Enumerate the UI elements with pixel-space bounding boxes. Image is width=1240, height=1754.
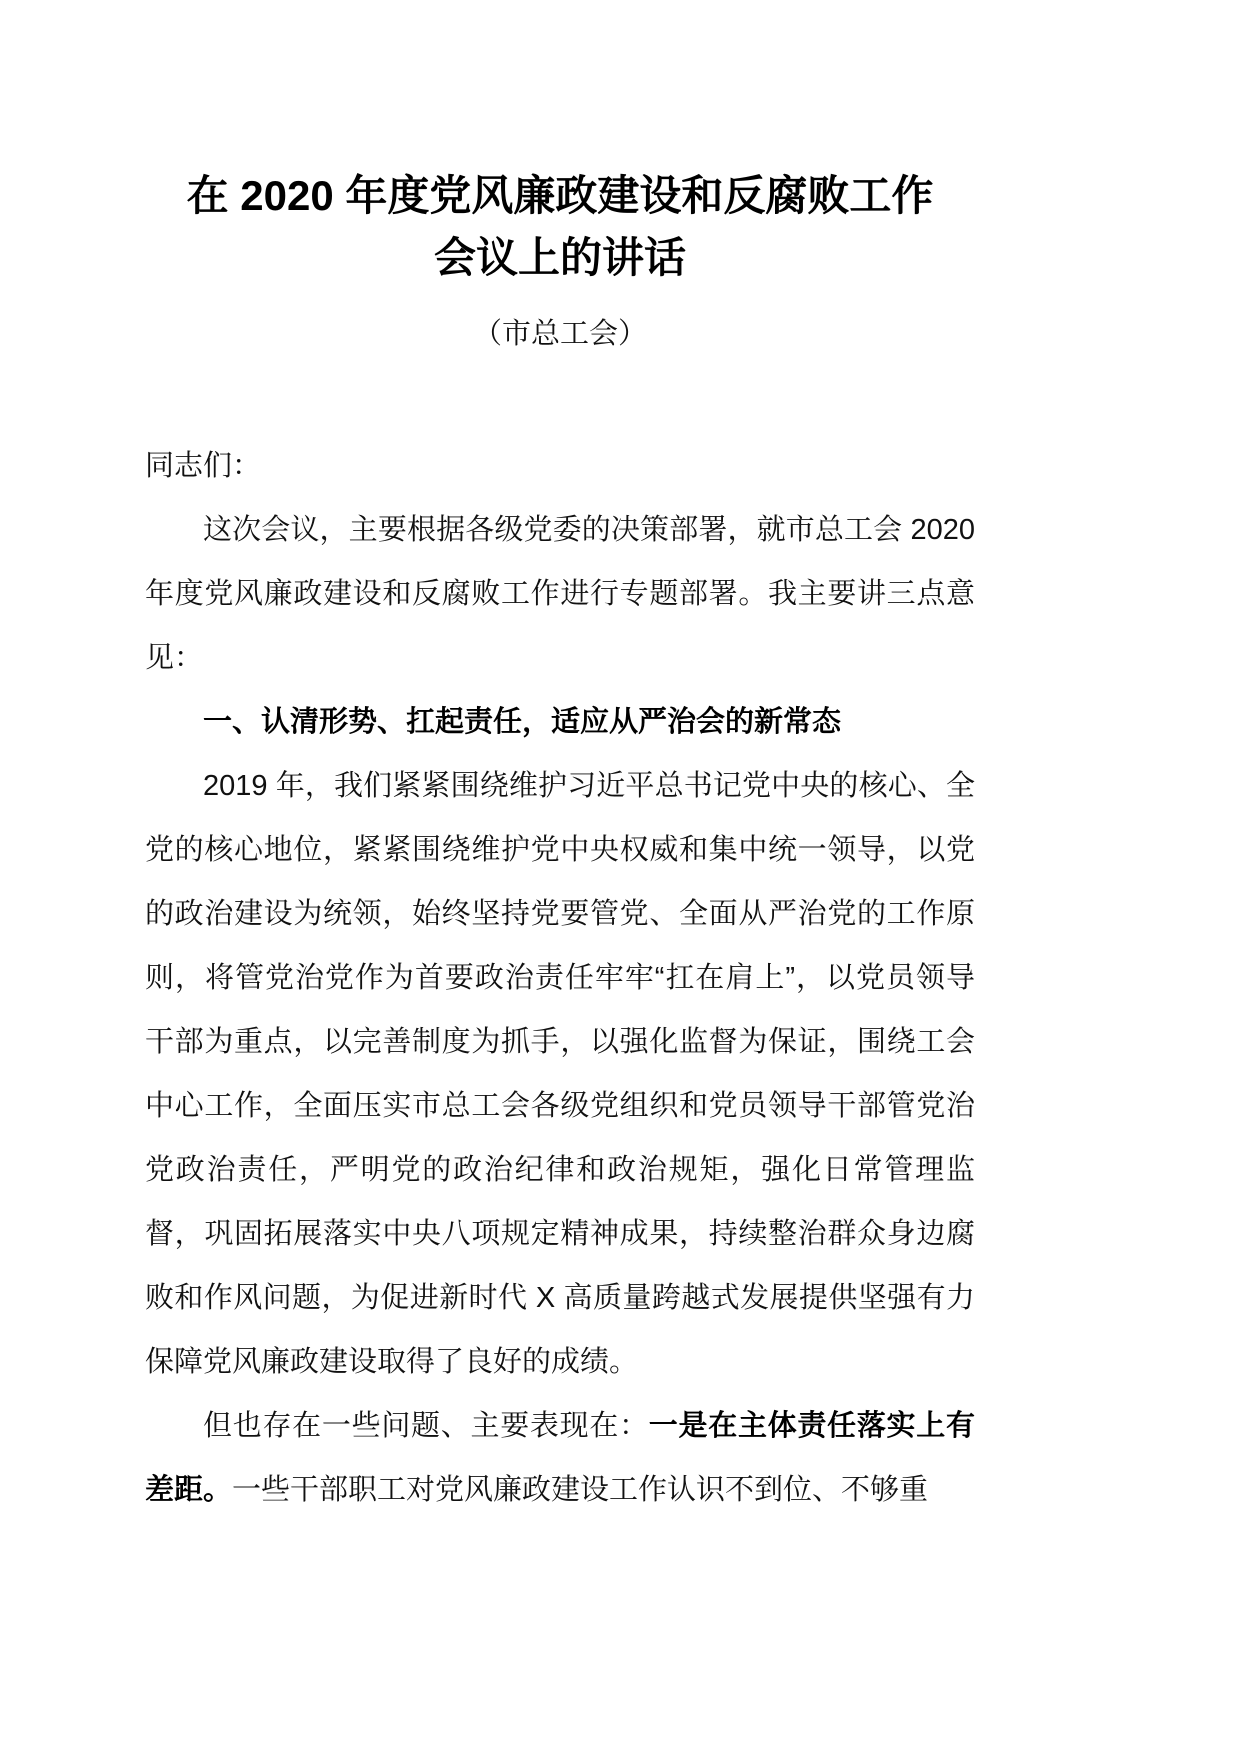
bold-text-run: 一、认清形势、扛起责任，适应从严治会的新常态: [203, 706, 842, 738]
bold-text-run: 一是在主体责任落实上有差距。: [145, 1410, 975, 1506]
paragraph: [145, 434, 975, 498]
text-run: 一些干部职工对党风廉政建设工作认识不到位、不够重: [232, 1474, 929, 1506]
title-line-2: 会议上的讲话: [433, 234, 686, 281]
document-content: [145, 0, 975, 1522]
section-heading: [145, 690, 975, 754]
document-body: [145, 434, 975, 1522]
paragraph: [145, 754, 975, 1394]
text-run: 但也存在一些问题、主要表现在：: [203, 1410, 649, 1442]
document-title: [145, 165, 975, 289]
text-run: 同志们：: [145, 450, 262, 482]
text-run: 这次会议，主要根据各级党委的决策部署，就市总工会 2020 年度党风廉政建设和反腐败工作进行专题部署。我主要讲三点意见：: [145, 514, 975, 674]
text-run: 2019 年，我们紧紧围绕维护习近平总书记党中央的核心、全党的核心地位，紧紧围绕维护党中央权威和集中统一领导，以党的政治建设为统领，始终坚持党要管党、全面从严治党的工作原则，将管党治党作为首要政治责任牢牢“扛在肩上”，以党员领导干部为重点，以完善制度为抓手，以强化监督为保证，围绕工会中心工作，全面压实市总工会各级党组织和党员领导干部管党治党政治责任，严明党的政治纪律和政治规矩，强化日常管理监督，巩固拓展落实中央八项规定精神成果，持续整治群众身边腐败和作风问题，为促进新时代 X 高质量跨越式发展提供坚强有力保障党风廉政建设取得了良好的成绩。: [145, 770, 975, 1378]
title-line-1: 在 2020 年度党风廉政建设和反腐败工作: [186, 172, 934, 219]
paragraph: [145, 1394, 975, 1522]
paragraph: [145, 498, 975, 690]
document-subtitle: （市总工会）: [472, 318, 647, 350]
